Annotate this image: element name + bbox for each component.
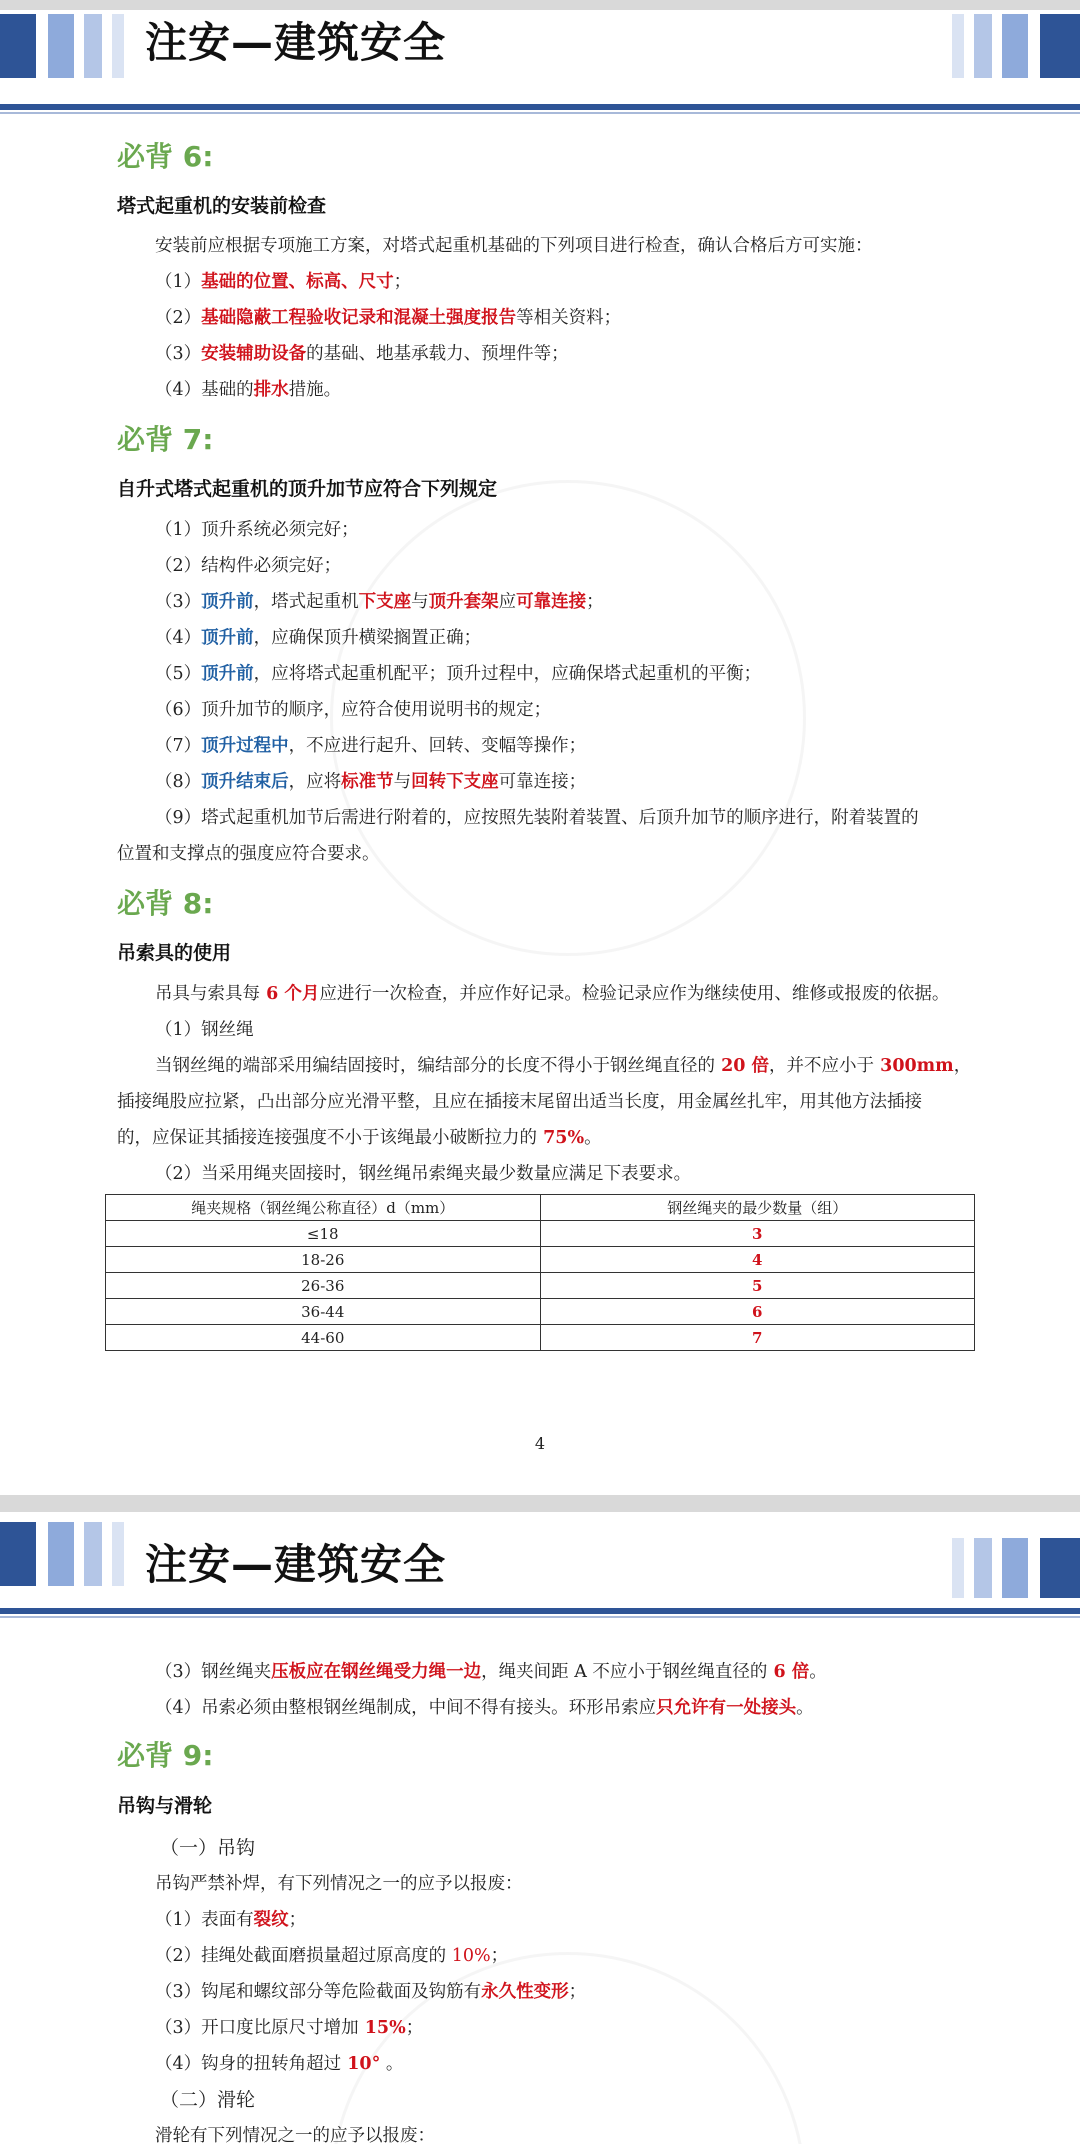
highlight-blue: 顶升结束后 bbox=[201, 772, 289, 792]
text: ，应将 bbox=[288, 772, 342, 792]
highlight-red: 裂纹 bbox=[253, 1910, 289, 1930]
list-item: （9）塔式起重机加节后需进行附着的，应按照先装附着装置、后顶升加节的顺序进行，附着装置的 bbox=[155, 808, 919, 828]
header-stripe bbox=[112, 14, 124, 78]
text: （8） bbox=[155, 772, 202, 792]
table-row bbox=[106, 1221, 975, 1247]
highlight-red: 75% bbox=[537, 1128, 585, 1148]
highlight-red: 10° bbox=[341, 2054, 381, 2074]
highlight-blue: 顶升前 bbox=[201, 592, 254, 612]
table-header-row bbox=[106, 1195, 975, 1221]
highlight-red: 6 个月 bbox=[260, 984, 320, 1004]
text: 可靠连接； bbox=[498, 772, 587, 792]
highlight-red: 15% bbox=[358, 2018, 406, 2038]
subsection-title: （一）吊钩 bbox=[160, 1837, 256, 1859]
highlight-red: 永久性变形 bbox=[481, 1982, 569, 2002]
header-stripe bbox=[1002, 1538, 1028, 1598]
paragraph: （2）当采用绳夹固接时，钢丝绳吊索绳夹最少数量应满足下表要求。 bbox=[155, 1164, 692, 1184]
paragraph-continuation bbox=[117, 1125, 602, 1151]
highlight-red: 回转下支座 bbox=[411, 772, 499, 792]
table-cell: 3 bbox=[540, 1221, 975, 1247]
text: 与 bbox=[393, 772, 412, 792]
table-cell: 4 bbox=[540, 1247, 975, 1273]
list-item bbox=[155, 733, 586, 759]
text: （2） bbox=[155, 308, 202, 328]
text: ； bbox=[586, 592, 604, 612]
text: ； bbox=[568, 1982, 587, 2002]
table-cell: 6 bbox=[540, 1299, 975, 1325]
paragraph: 滑轮有下列情况之一的应予以报废： bbox=[155, 2126, 435, 2144]
text: 等相关资料； bbox=[516, 308, 622, 328]
header-rule-thin bbox=[0, 1616, 1080, 1618]
list-item bbox=[155, 1695, 814, 1721]
section-heading: 必背 7: bbox=[117, 423, 214, 456]
list-item bbox=[155, 1979, 586, 2005]
table-row bbox=[106, 1273, 975, 1299]
highlight-blue: 顶升前 bbox=[201, 664, 254, 684]
list-item: （2）结构件必须完好； bbox=[155, 556, 342, 576]
highlight-red: 6 倍 bbox=[767, 1662, 810, 1682]
text: （3） bbox=[155, 592, 202, 612]
highlight-red: 300mm bbox=[874, 1056, 954, 1076]
header-stripe bbox=[112, 1522, 124, 1586]
list-item bbox=[155, 589, 604, 615]
list-item bbox=[155, 269, 411, 295]
table-cell: 5 bbox=[540, 1273, 975, 1299]
list-item bbox=[155, 625, 481, 651]
wire-clip-table bbox=[105, 1194, 975, 1351]
header-rule bbox=[0, 1608, 1080, 1614]
highlight-red: 只允许有一处接头 bbox=[656, 1698, 797, 1718]
header-rule bbox=[0, 104, 1080, 110]
highlight-red: 20 倍 bbox=[715, 1056, 770, 1076]
highlight-red: 基础的位置、标高、尺寸 bbox=[201, 272, 394, 292]
text: 的，应保证其插接连接强度不小于该绳最小破断拉力的 bbox=[117, 1128, 537, 1148]
text: （7） bbox=[155, 736, 202, 756]
page-header bbox=[0, 10, 1080, 108]
text: 措施。 bbox=[288, 380, 342, 400]
table-header-cell: 钢丝绳夹的最少数量（组） bbox=[540, 1195, 975, 1221]
text: ； bbox=[393, 272, 412, 292]
text: 与 bbox=[411, 592, 429, 612]
header-stripe bbox=[0, 14, 36, 78]
text: （1）表面有 bbox=[155, 1910, 254, 1930]
table-row bbox=[106, 1325, 975, 1351]
text: （3）钩尾和螺纹部分等危险截面及钩筋有 bbox=[155, 1982, 482, 2002]
text: ，应确保顶升横梁搁置正确； bbox=[253, 628, 482, 648]
text: 。 bbox=[796, 1698, 814, 1718]
header-title: 注安—建筑安全 bbox=[145, 1540, 447, 1589]
text: （4）钩身的扭转角超过 bbox=[155, 2054, 342, 2074]
list-item: （6）顶升加节的顺序，应符合使用说明书的规定； bbox=[155, 700, 552, 720]
highlight-red: 标准节 bbox=[341, 772, 394, 792]
text: （1） bbox=[155, 272, 202, 292]
table-row bbox=[106, 1299, 975, 1325]
highlight-red: 排水 bbox=[253, 380, 289, 400]
highlight-red: 顶升套架 bbox=[428, 592, 499, 612]
highlight-red: 可靠连接 bbox=[516, 592, 587, 612]
table-row bbox=[106, 1247, 975, 1273]
text: 。 bbox=[809, 1662, 827, 1682]
text: 。 bbox=[584, 1128, 602, 1148]
text: 的基础、地基承载力、预埋件等； bbox=[306, 344, 569, 364]
text: （3）钢丝绳夹 bbox=[155, 1662, 272, 1682]
text: （4）吊索必须由整根钢丝绳制成，中间不得有接头。环形吊索应 bbox=[155, 1698, 657, 1718]
document-page-1 bbox=[0, 10, 1080, 1495]
list-item: （1）顶升系统必须完好； bbox=[155, 520, 359, 540]
text: ，并不应小于 bbox=[769, 1056, 875, 1076]
list-item bbox=[155, 661, 761, 687]
text: ，不应进行起升、回转、变幅等操作； bbox=[288, 736, 587, 756]
header-stripe bbox=[1040, 1538, 1080, 1598]
highlight-blue: 顶升前 bbox=[201, 628, 254, 648]
section-subtitle: 塔式起重机的安装前检查 bbox=[117, 195, 327, 217]
table-cell: 26-36 bbox=[106, 1273, 541, 1299]
header-stripe bbox=[84, 14, 102, 78]
header-stripe bbox=[974, 14, 992, 78]
paragraph: 当钢丝绳的端部采用编结固接时，编结部分的长度不得小于钢丝绳直径的 20 倍，并不应小于 300mm， bbox=[155, 1056, 972, 1076]
highlight-blue: 顶升过程中 bbox=[201, 736, 289, 756]
paragraph-continuation: 位置和支撑点的强度应符合要求。 bbox=[117, 844, 380, 864]
header-stripe bbox=[0, 1522, 36, 1586]
text: ，绳夹间距 A 不应小于钢丝绳直径的 bbox=[481, 1662, 768, 1682]
list-item bbox=[155, 2015, 423, 2041]
text: （2）挂绳处截面磨损量超过原高度的 bbox=[155, 1946, 447, 1966]
highlight-red: 基础隐蔽工程验收记录和混凝土强度报告 bbox=[201, 308, 517, 328]
list-item bbox=[155, 377, 341, 403]
header-stripe bbox=[48, 14, 74, 78]
header-stripe bbox=[974, 1538, 992, 1598]
list-item: （1）钢丝绳 bbox=[155, 1020, 254, 1040]
text: （3）开口度比原尺寸增加 bbox=[155, 2018, 359, 2038]
header-stripe bbox=[84, 1522, 102, 1586]
list-item bbox=[155, 1659, 827, 1685]
list-item bbox=[155, 1943, 508, 1969]
text: ； bbox=[405, 2018, 424, 2038]
table-cell: 36-44 bbox=[106, 1299, 541, 1325]
header-stripe bbox=[1002, 14, 1028, 78]
table-cell: 18-26 bbox=[106, 1247, 541, 1273]
paragraph: 吊钩严禁补焊，有下列情况之一的应予以报废： bbox=[155, 1874, 523, 1894]
paragraph: 安装前应根据专项施工方案，对塔式起重机基础的下列项目进行检查，确认合格后方可实施： bbox=[155, 236, 873, 256]
list-item bbox=[155, 341, 569, 367]
highlight-red: 安装辅助设备 bbox=[201, 344, 307, 364]
section-subtitle: 自升式塔式起重机的顶升加节应符合下列规定 bbox=[117, 478, 498, 500]
text: （4） bbox=[155, 628, 202, 648]
list-item bbox=[155, 1907, 306, 1933]
list-item bbox=[155, 769, 586, 795]
header-stripe bbox=[1040, 14, 1080, 78]
highlight-red: 下支座 bbox=[358, 592, 412, 612]
text: 应 bbox=[498, 592, 517, 612]
text: （4）基础的 bbox=[155, 380, 254, 400]
section-heading: 必背 6: bbox=[117, 140, 214, 173]
header-rule-thin bbox=[0, 112, 1080, 114]
paragraph bbox=[155, 981, 949, 1007]
text: 。 bbox=[380, 2054, 404, 2074]
header-title: 注安—建筑安全 bbox=[145, 18, 447, 67]
section-heading: 必背 9: bbox=[117, 1739, 214, 1772]
page-number: 4 bbox=[534, 1434, 546, 1453]
highlight-red: 压板应在钢丝绳受力绳一边 bbox=[271, 1662, 482, 1682]
list-item bbox=[155, 2051, 403, 2077]
text: ，塔式起重机 bbox=[253, 592, 359, 612]
list-item bbox=[155, 305, 621, 331]
text: ； bbox=[490, 1946, 509, 1966]
text: （5） bbox=[155, 664, 202, 684]
table-header-cell: 绳夹规格（钢丝绳公称直径）d（mm） bbox=[106, 1195, 541, 1221]
page-header bbox=[0, 1518, 1080, 1616]
subsection-title: （二）滑轮 bbox=[160, 2089, 256, 2111]
text: （3） bbox=[155, 344, 202, 364]
text: 应进行一次检查，并应作好记录。检验记录应作为继续使用、维修或报废的依据。 bbox=[319, 984, 950, 1004]
text: 当钢丝绳的端部采用编结固接时，编结部分的长度不得小于钢丝绳直径的 bbox=[155, 1056, 715, 1076]
text: ，应将塔式起重机配平；顶升过程中，应确保塔式起重机的平衡； bbox=[253, 664, 762, 684]
section-heading: 必背 8: bbox=[117, 887, 214, 920]
text: ； bbox=[288, 1910, 307, 1930]
document-page-2 bbox=[0, 1512, 1080, 2144]
header-stripe bbox=[952, 14, 964, 78]
text: 吊具与索具每 bbox=[155, 984, 260, 1004]
section-subtitle: 吊索具的使用 bbox=[117, 942, 232, 964]
table-cell: ≤18 bbox=[106, 1221, 541, 1247]
header-stripe bbox=[48, 1522, 74, 1586]
table-cell: 44-60 bbox=[106, 1325, 541, 1351]
table-cell: 7 bbox=[540, 1325, 975, 1351]
section-subtitle: 吊钩与滑轮 bbox=[117, 1795, 213, 1817]
paragraph-continuation: 插接绳股应拉紧，凸出部分应光滑平整，且应在插接末尾留出适当长度，用金属丝扎牢，用其他方法插接 bbox=[117, 1092, 922, 1112]
header-stripe bbox=[952, 1538, 964, 1598]
highlight-red: 10% bbox=[446, 1946, 491, 1966]
